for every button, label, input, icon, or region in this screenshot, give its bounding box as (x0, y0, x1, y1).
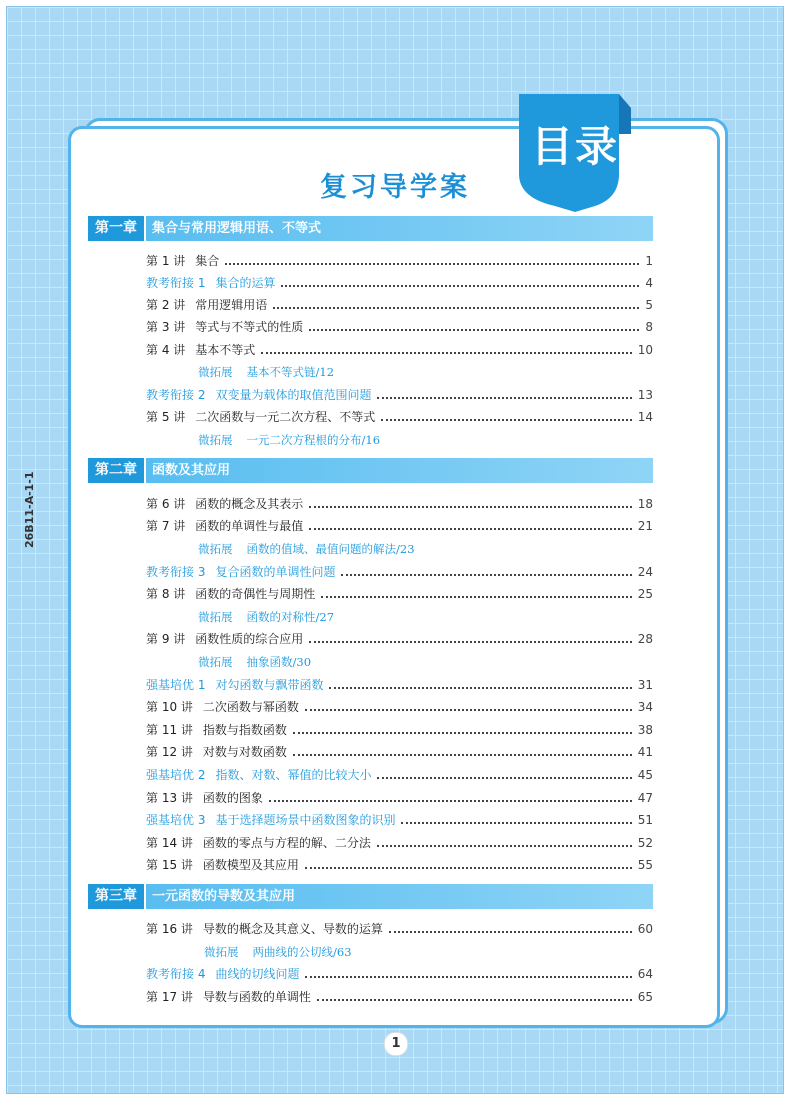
entry-title: 导数与函数的单调性 (202, 990, 311, 1004)
entry-label: 强基培优 1 (146, 678, 206, 692)
entry-page: 18 (637, 497, 653, 511)
dot-leader (401, 822, 631, 824)
entry-title: 函数的零点与方程的解、二分法 (202, 836, 371, 850)
dot-leader (377, 777, 631, 779)
entry-title: 对勾函数与飘带函数 (215, 678, 324, 692)
entry-page: 64 (637, 967, 653, 981)
sub-label: 微拓展 (198, 542, 233, 556)
entry-label: 第 4 讲 (146, 343, 186, 357)
entry-page: 10 (637, 343, 653, 357)
toc-entry[interactable] (146, 698, 653, 716)
entry-title: 函数的图象 (202, 791, 263, 805)
entry-label: 第 16 讲 (146, 922, 193, 936)
entry-page: 5 (645, 298, 653, 312)
entry-title: 基于选择题场景中函数图象的识别 (215, 813, 396, 827)
dot-leader (377, 845, 632, 847)
entry-title: 导数的概念及其意义、导数的运算 (202, 922, 383, 936)
dot-leader (321, 596, 631, 598)
sub-title: 基本不等式链/12 (246, 365, 335, 379)
toc-entry[interactable] (146, 274, 653, 292)
toc-tab-label: 目录 (530, 122, 619, 171)
toc-entry[interactable] (146, 517, 653, 535)
entry-page: 47 (637, 791, 653, 805)
entry-label: 第 9 讲 (146, 632, 186, 646)
entry-title: 函数的单调性与最值 (195, 519, 304, 533)
dot-leader (281, 285, 639, 287)
chapter-title: 集合与常用逻辑用语、不等式 (146, 216, 653, 241)
entry-title: 二次函数与幂函数 (202, 700, 299, 714)
entry-page: 45 (637, 768, 653, 782)
sub-title: 两曲线的公切线/63 (252, 945, 352, 959)
entry-page: 65 (637, 990, 653, 1004)
entry-title: 函数的概念及其表示 (195, 497, 304, 511)
entry-label: 第 7 讲 (146, 519, 186, 533)
entry-page: 14 (637, 410, 653, 424)
entry-title: 等式与不等式的性质 (195, 320, 304, 334)
toc-entry[interactable] (146, 585, 653, 603)
entry-page: 31 (637, 678, 653, 692)
toc-sub-entry[interactable] (198, 608, 334, 626)
entry-page: 28 (637, 632, 653, 646)
entry-label: 第 1 讲 (146, 254, 186, 268)
entry-title: 复合函数的单调性问题 (215, 565, 336, 579)
entry-label: 第 13 讲 (146, 791, 193, 805)
entry-title: 对数与对数函数 (202, 745, 287, 759)
chapter-badge: 第三章 (88, 884, 144, 909)
page-number: 1 (384, 1032, 408, 1056)
entry-page: 51 (637, 813, 653, 827)
entry-page: 8 (645, 320, 653, 334)
entry-title: 基本不等式 (195, 343, 256, 357)
toc-entry[interactable] (146, 988, 653, 1006)
chapter-title: 一元函数的导数及其应用 (146, 884, 653, 909)
entry-page: 38 (637, 723, 653, 737)
sub-label: 微拓展 (204, 945, 239, 959)
entry-label: 第 2 讲 (146, 298, 186, 312)
entry-title: 双变量为载体的取值范围问题 (215, 388, 372, 402)
toc-entry[interactable] (146, 563, 653, 581)
entry-title: 指数与指数函数 (202, 723, 287, 737)
sub-label: 微拓展 (198, 433, 233, 447)
toc-entry[interactable] (146, 386, 653, 404)
entry-page: 55 (637, 858, 653, 872)
entry-label: 第 6 讲 (146, 497, 186, 511)
entry-page: 1 (645, 254, 653, 268)
dot-leader (329, 687, 631, 689)
chapter-heading-2[interactable] (88, 458, 653, 483)
toc-entry[interactable] (146, 318, 653, 336)
dot-leader (341, 574, 631, 576)
entry-label: 第 12 讲 (146, 745, 193, 759)
dot-leader (305, 709, 632, 711)
sub-title: 一元二次方程根的分布/16 (246, 433, 381, 447)
sub-label: 微拓展 (198, 610, 233, 624)
dot-leader (293, 732, 632, 734)
dot-leader (225, 263, 639, 265)
toc-sub-entry[interactable] (198, 540, 415, 558)
entry-label: 教考衔接 3 (146, 565, 206, 579)
dot-leader (261, 352, 631, 354)
entry-title: 曲线的切线问题 (215, 967, 300, 981)
side-code-text: 26B11-A-1-1 (23, 471, 36, 548)
entry-title: 函数模型及其应用 (202, 858, 299, 872)
dot-leader (305, 867, 632, 869)
entry-label: 第 11 讲 (146, 723, 193, 737)
dot-leader (309, 641, 631, 643)
entry-page: 24 (637, 565, 653, 579)
toc-entry[interactable] (146, 408, 653, 426)
toc-entry[interactable] (146, 721, 653, 739)
dot-leader (389, 931, 632, 933)
entry-page: 34 (637, 700, 653, 714)
sub-title: 函数的对称性/27 (246, 610, 335, 624)
toc-entry[interactable] (146, 789, 653, 807)
toc-entry[interactable] (146, 676, 653, 694)
chapter-badge: 第一章 (88, 216, 144, 241)
toc-entry[interactable] (146, 856, 653, 874)
entry-page: 4 (645, 276, 653, 290)
sub-title: 抽象函数/30 (246, 655, 312, 669)
toc-entry[interactable] (146, 252, 653, 270)
dot-leader (377, 397, 631, 399)
chapter-heading-3[interactable] (88, 884, 653, 909)
entry-title: 函数性质的综合应用 (195, 632, 304, 646)
entry-title: 常用逻辑用语 (195, 298, 268, 312)
entry-title: 二次函数与一元二次方程、不等式 (195, 410, 376, 424)
entry-label: 第 10 讲 (146, 700, 193, 714)
entry-label: 教考衔接 1 (146, 276, 206, 290)
toc-entry[interactable] (146, 811, 653, 829)
entry-page: 13 (637, 388, 653, 402)
entry-label: 第 8 讲 (146, 587, 186, 601)
toc-entry[interactable] (146, 834, 653, 852)
entry-page: 52 (637, 836, 653, 850)
entry-label: 第 17 讲 (146, 990, 193, 1004)
toc-entry[interactable] (146, 766, 653, 784)
entry-label: 第 3 讲 (146, 320, 186, 334)
entry-page: 41 (637, 745, 653, 759)
entry-title: 函数的奇偶性与周期性 (195, 587, 316, 601)
toc-entry[interactable] (146, 965, 653, 983)
dot-leader (305, 976, 631, 978)
entry-label: 教考衔接 4 (146, 967, 206, 981)
entry-title: 集合的运算 (215, 276, 276, 290)
entry-title: 集合 (195, 254, 220, 268)
entry-title: 指数、对数、幂值的比较大小 (215, 768, 372, 782)
dot-leader (309, 329, 639, 331)
chapter-badge: 第二章 (88, 458, 144, 483)
sub-title: 函数的值域、最值问题的解法/23 (246, 542, 415, 556)
sub-label: 微拓展 (198, 655, 233, 669)
chapter-title: 函数及其应用 (146, 458, 653, 483)
entry-page: 25 (637, 587, 653, 601)
dot-leader (273, 307, 639, 309)
entry-label: 第 15 讲 (146, 858, 193, 872)
dot-leader (293, 754, 632, 756)
dot-leader (269, 800, 632, 802)
page-title: 复习导学案 (320, 172, 470, 203)
entry-label: 教考衔接 2 (146, 388, 206, 402)
toc-sub-entry[interactable] (198, 363, 334, 381)
toc-entry[interactable] (146, 920, 653, 938)
dot-leader (309, 528, 631, 530)
dot-leader (317, 999, 632, 1001)
entry-label: 第 14 讲 (146, 836, 193, 850)
entry-label: 第 5 讲 (146, 410, 186, 424)
dot-leader (381, 419, 631, 421)
toc-entry[interactable] (146, 495, 653, 513)
toc-sub-entry[interactable] (204, 943, 352, 961)
entry-label: 强基培优 2 (146, 768, 206, 782)
toc-sub-entry[interactable] (198, 431, 380, 449)
entry-page: 60 (637, 922, 653, 936)
entry-label: 强基培优 3 (146, 813, 206, 827)
toc-entry[interactable] (146, 630, 653, 648)
sub-label: 微拓展 (198, 365, 233, 379)
toc-entry[interactable] (146, 743, 653, 761)
toc-entry[interactable] (146, 341, 653, 359)
toc-entry[interactable] (146, 296, 653, 314)
entry-page: 21 (637, 519, 653, 533)
dot-leader (309, 506, 631, 508)
toc-sub-entry[interactable] (198, 653, 311, 671)
chapter-heading-1[interactable] (88, 216, 653, 241)
